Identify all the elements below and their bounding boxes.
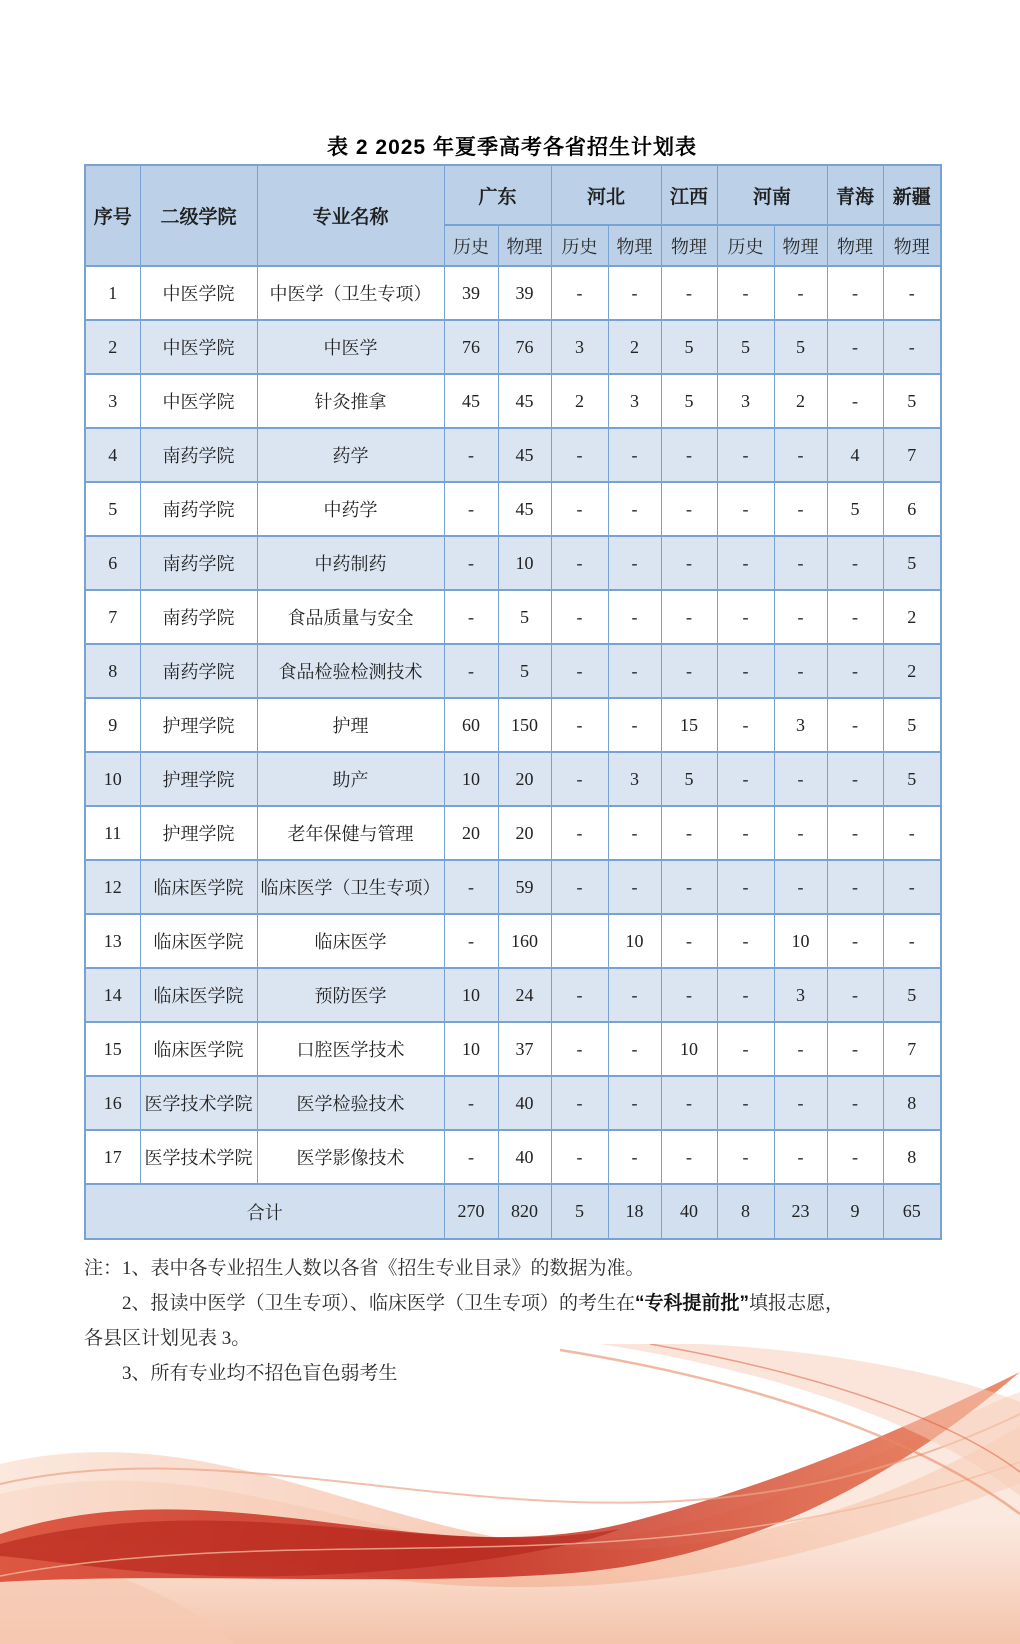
college-cell: 护理学院 <box>140 698 257 752</box>
value-cell: 5 <box>774 320 827 374</box>
value-cell: 5 <box>661 752 717 806</box>
table-row <box>85 428 941 482</box>
table-row <box>85 482 941 536</box>
value-cell: - <box>551 266 608 320</box>
value-cell: 15 <box>661 698 717 752</box>
major-cell: 口腔医学技术 <box>257 1022 444 1076</box>
value-cell: - <box>608 266 661 320</box>
major-cell: 中药制药 <box>257 536 444 590</box>
college-cell: 医学技术学院 <box>140 1130 257 1184</box>
value-cell: - <box>608 968 661 1022</box>
subject-header: 历史 <box>551 225 608 266</box>
table-body <box>85 266 941 1239</box>
total-value-cell: 9 <box>827 1184 883 1239</box>
value-cell: 5 <box>883 968 941 1022</box>
value-cell: - <box>608 482 661 536</box>
college-cell: 医学技术学院 <box>140 1076 257 1130</box>
value-cell: - <box>717 266 774 320</box>
total-value-cell: 5 <box>551 1184 608 1239</box>
value-cell: - <box>883 860 941 914</box>
major-cell: 中药学 <box>257 482 444 536</box>
table-header <box>85 165 941 266</box>
value-cell: 24 <box>498 968 551 1022</box>
value-cell: - <box>827 1022 883 1076</box>
value-cell: - <box>717 428 774 482</box>
college-cell: 南药学院 <box>140 536 257 590</box>
value-cell: - <box>717 644 774 698</box>
college-cell: 临床医学院 <box>140 914 257 968</box>
row-number-cell: 13 <box>85 914 140 968</box>
value-cell: - <box>827 644 883 698</box>
footnote-1: 注：1、表中各专业招生人数以各省《招生专业目录》的数据为准。 <box>84 1258 645 1279</box>
major-cell: 药学 <box>257 428 444 482</box>
value-cell: 2 <box>883 644 941 698</box>
table-row <box>85 806 941 860</box>
value-cell: 20 <box>444 806 498 860</box>
value-cell: 8 <box>883 1130 941 1184</box>
value-cell: - <box>774 266 827 320</box>
table-row <box>85 752 941 806</box>
value-cell: - <box>774 536 827 590</box>
table-row <box>85 644 941 698</box>
province-header: 新疆 <box>883 165 941 225</box>
subject-header: 物理 <box>661 225 717 266</box>
value-cell: - <box>717 698 774 752</box>
value-cell: 8 <box>883 1076 941 1130</box>
value-cell: 160 <box>498 914 551 968</box>
table-row <box>85 266 941 320</box>
table-row <box>85 536 941 590</box>
row-number-cell: 8 <box>85 644 140 698</box>
table-row <box>85 1022 941 1076</box>
value-cell: - <box>717 914 774 968</box>
value-cell: - <box>661 806 717 860</box>
major-cell: 食品检验检测技术 <box>257 644 444 698</box>
value-cell: 2 <box>883 590 941 644</box>
value-cell: - <box>827 536 883 590</box>
value-cell: - <box>444 914 498 968</box>
value-cell: 10 <box>444 1022 498 1076</box>
value-cell: - <box>774 428 827 482</box>
value-cell <box>551 914 608 968</box>
value-cell: - <box>827 374 883 428</box>
college-cell: 临床医学院 <box>140 1022 257 1076</box>
value-cell: 39 <box>498 266 551 320</box>
value-cell: 3 <box>608 374 661 428</box>
row-number-cell: 7 <box>85 590 140 644</box>
major-cell: 临床医学（卫生专项） <box>257 860 444 914</box>
value-cell: 7 <box>883 428 941 482</box>
value-cell: - <box>883 320 941 374</box>
footnotes <box>84 1251 950 1391</box>
value-cell: 10 <box>661 1022 717 1076</box>
value-cell: - <box>827 1076 883 1130</box>
value-cell: - <box>717 1076 774 1130</box>
row-number-cell: 9 <box>85 698 140 752</box>
value-cell: 10 <box>498 536 551 590</box>
row-number-cell: 1 <box>85 266 140 320</box>
college-cell: 南药学院 <box>140 644 257 698</box>
value-cell: 5 <box>717 320 774 374</box>
value-cell: 5 <box>661 320 717 374</box>
college-cell: 临床医学院 <box>140 968 257 1022</box>
value-cell: 3 <box>774 698 827 752</box>
value-cell: - <box>827 968 883 1022</box>
value-cell: - <box>827 860 883 914</box>
value-cell: - <box>661 968 717 1022</box>
subject-header: 物理 <box>827 225 883 266</box>
value-cell: 5 <box>883 698 941 752</box>
row-number-cell: 15 <box>85 1022 140 1076</box>
value-cell: - <box>608 590 661 644</box>
total-row <box>85 1184 941 1239</box>
value-cell: - <box>717 752 774 806</box>
table-row <box>85 320 941 374</box>
footnote-3: 3、所有专业均不招色盲色弱考生 <box>122 1363 398 1384</box>
table-row <box>85 968 941 1022</box>
value-cell: 5 <box>827 482 883 536</box>
total-value-cell: 820 <box>498 1184 551 1239</box>
value-cell: - <box>444 1076 498 1130</box>
value-cell: - <box>774 752 827 806</box>
value-cell: 150 <box>498 698 551 752</box>
major-cell: 食品质量与安全 <box>257 590 444 644</box>
total-value-cell: 18 <box>608 1184 661 1239</box>
row-number-cell: 12 <box>85 860 140 914</box>
value-cell: 10 <box>444 968 498 1022</box>
value-cell: - <box>661 914 717 968</box>
subject-header: 物理 <box>608 225 661 266</box>
value-cell: - <box>608 698 661 752</box>
value-cell: 37 <box>498 1022 551 1076</box>
value-cell: - <box>551 752 608 806</box>
value-cell: - <box>608 428 661 482</box>
row-number-cell: 11 <box>85 806 140 860</box>
value-cell: - <box>551 1022 608 1076</box>
value-cell: - <box>717 536 774 590</box>
major-cell: 老年保健与管理 <box>257 806 444 860</box>
value-cell: - <box>661 428 717 482</box>
corner-header-2: 专业名称 <box>257 165 444 266</box>
value-cell: - <box>827 752 883 806</box>
value-cell: - <box>661 266 717 320</box>
province-header: 河北 <box>551 165 661 225</box>
total-value-cell: 40 <box>661 1184 717 1239</box>
value-cell: - <box>444 590 498 644</box>
value-cell: - <box>608 1130 661 1184</box>
value-cell: - <box>774 806 827 860</box>
value-cell: - <box>551 968 608 1022</box>
value-cell: 5 <box>883 752 941 806</box>
value-cell: - <box>551 644 608 698</box>
table-row <box>85 374 941 428</box>
value-cell: - <box>661 644 717 698</box>
row-number-cell: 14 <box>85 968 140 1022</box>
value-cell: 40 <box>498 1130 551 1184</box>
college-cell: 临床医学院 <box>140 860 257 914</box>
value-cell: - <box>551 806 608 860</box>
value-cell: - <box>827 806 883 860</box>
footnote-2: 2、报读中医学（卫生专项）、临床医学（卫生专项）的考生在“专科提前批”填报志愿， <box>122 1293 845 1314</box>
subject-header: 物理 <box>883 225 941 266</box>
major-cell: 中医学 <box>257 320 444 374</box>
value-cell: 5 <box>498 644 551 698</box>
total-value-cell: 8 <box>717 1184 774 1239</box>
table-row <box>85 914 941 968</box>
value-cell: 39 <box>444 266 498 320</box>
value-cell: - <box>551 590 608 644</box>
college-cell: 中医学院 <box>140 374 257 428</box>
table-row <box>85 1076 941 1130</box>
major-cell: 中医学（卫生专项） <box>257 266 444 320</box>
major-cell: 预防医学 <box>257 968 444 1022</box>
row-number-cell: 6 <box>85 536 140 590</box>
value-cell: - <box>551 428 608 482</box>
value-cell: 3 <box>608 752 661 806</box>
value-cell: - <box>717 1130 774 1184</box>
subject-header: 历史 <box>444 225 498 266</box>
value-cell: - <box>551 536 608 590</box>
value-cell: - <box>551 1076 608 1130</box>
value-cell: 2 <box>774 374 827 428</box>
value-cell: 7 <box>883 1022 941 1076</box>
province-header: 河南 <box>717 165 827 225</box>
major-cell: 助产 <box>257 752 444 806</box>
value-cell: - <box>774 482 827 536</box>
value-cell: - <box>444 644 498 698</box>
value-cell: 10 <box>608 914 661 968</box>
value-cell: - <box>444 482 498 536</box>
table-row <box>85 1130 941 1184</box>
major-cell: 针灸推拿 <box>257 374 444 428</box>
value-cell: 5 <box>883 536 941 590</box>
value-cell: - <box>883 266 941 320</box>
value-cell: 76 <box>444 320 498 374</box>
value-cell: - <box>661 536 717 590</box>
value-cell: 4 <box>827 428 883 482</box>
value-cell: 60 <box>444 698 498 752</box>
value-cell: - <box>827 698 883 752</box>
value-cell: 2 <box>608 320 661 374</box>
value-cell: 3 <box>551 320 608 374</box>
major-cell: 护理 <box>257 698 444 752</box>
value-cell: - <box>774 644 827 698</box>
value-cell: 10 <box>774 914 827 968</box>
footnote-2-wrap: 各县区计划见表 3。 <box>84 1328 251 1349</box>
admission-plan-table <box>84 164 942 1240</box>
college-cell: 中医学院 <box>140 320 257 374</box>
value-cell: - <box>608 536 661 590</box>
row-number-cell: 2 <box>85 320 140 374</box>
page-title: 表 2 2025 年夏季高考各省招生计划表 <box>327 136 697 159</box>
value-cell: 5 <box>883 374 941 428</box>
value-cell: - <box>551 1130 608 1184</box>
value-cell: - <box>661 860 717 914</box>
value-cell: - <box>661 482 717 536</box>
value-cell: 45 <box>498 482 551 536</box>
row-number-cell: 10 <box>85 752 140 806</box>
value-cell: 76 <box>498 320 551 374</box>
subject-header: 物理 <box>774 225 827 266</box>
value-cell: - <box>717 806 774 860</box>
value-cell: - <box>717 590 774 644</box>
province-header: 江西 <box>661 165 717 225</box>
row-number-cell: 5 <box>85 482 140 536</box>
value-cell: 3 <box>717 374 774 428</box>
college-cell: 中医学院 <box>140 266 257 320</box>
value-cell: - <box>717 482 774 536</box>
value-cell: - <box>827 590 883 644</box>
total-value-cell: 23 <box>774 1184 827 1239</box>
value-cell: - <box>608 644 661 698</box>
value-cell: - <box>883 914 941 968</box>
table-row <box>85 590 941 644</box>
value-cell: - <box>774 590 827 644</box>
total-value-cell: 270 <box>444 1184 498 1239</box>
value-cell: 3 <box>774 968 827 1022</box>
value-cell: - <box>608 1022 661 1076</box>
subject-header: 历史 <box>717 225 774 266</box>
value-cell: - <box>444 428 498 482</box>
value-cell: - <box>774 1130 827 1184</box>
value-cell: - <box>883 806 941 860</box>
value-cell: - <box>827 266 883 320</box>
value-cell: - <box>551 860 608 914</box>
value-cell: 2 <box>551 374 608 428</box>
corner-header-0: 序号 <box>85 165 140 266</box>
value-cell: - <box>717 968 774 1022</box>
college-cell: 南药学院 <box>140 590 257 644</box>
value-cell: - <box>551 698 608 752</box>
value-cell: - <box>551 482 608 536</box>
major-cell: 医学检验技术 <box>257 1076 444 1130</box>
value-cell: - <box>444 1130 498 1184</box>
value-cell: - <box>608 1076 661 1130</box>
major-cell: 医学影像技术 <box>257 1130 444 1184</box>
row-number-cell: 4 <box>85 428 140 482</box>
subject-header: 物理 <box>498 225 551 266</box>
value-cell: 45 <box>444 374 498 428</box>
value-cell: 20 <box>498 806 551 860</box>
major-cell: 临床医学 <box>257 914 444 968</box>
value-cell: 59 <box>498 860 551 914</box>
value-cell: 40 <box>498 1076 551 1130</box>
value-cell: - <box>444 860 498 914</box>
value-cell: - <box>717 1022 774 1076</box>
value-cell: - <box>661 1130 717 1184</box>
value-cell: - <box>827 1130 883 1184</box>
value-cell: - <box>444 536 498 590</box>
value-cell: - <box>774 860 827 914</box>
value-cell: - <box>717 860 774 914</box>
college-cell: 护理学院 <box>140 806 257 860</box>
college-cell: 护理学院 <box>140 752 257 806</box>
value-cell: - <box>827 320 883 374</box>
province-header: 广东 <box>444 165 551 225</box>
value-cell: 10 <box>444 752 498 806</box>
value-cell: 5 <box>498 590 551 644</box>
value-cell: - <box>608 860 661 914</box>
row-number-cell: 16 <box>85 1076 140 1130</box>
value-cell: - <box>774 1022 827 1076</box>
bold-batch-term: “专科提前批” <box>635 1293 750 1314</box>
value-cell: - <box>608 806 661 860</box>
college-cell: 南药学院 <box>140 482 257 536</box>
value-cell: 45 <box>498 428 551 482</box>
total-value-cell: 65 <box>883 1184 941 1239</box>
value-cell: 45 <box>498 374 551 428</box>
value-cell: 20 <box>498 752 551 806</box>
table-row <box>85 698 941 752</box>
province-header: 青海 <box>827 165 883 225</box>
value-cell: 6 <box>883 482 941 536</box>
row-number-cell: 17 <box>85 1130 140 1184</box>
table-row <box>85 860 941 914</box>
value-cell: - <box>827 914 883 968</box>
value-cell: 5 <box>661 374 717 428</box>
corner-header-1: 二级学院 <box>140 165 257 266</box>
value-cell: - <box>774 1076 827 1130</box>
row-number-cell: 3 <box>85 374 140 428</box>
college-cell: 南药学院 <box>140 428 257 482</box>
value-cell: - <box>661 1076 717 1130</box>
value-cell: - <box>661 590 717 644</box>
total-label-cell: 合计 <box>85 1184 444 1239</box>
